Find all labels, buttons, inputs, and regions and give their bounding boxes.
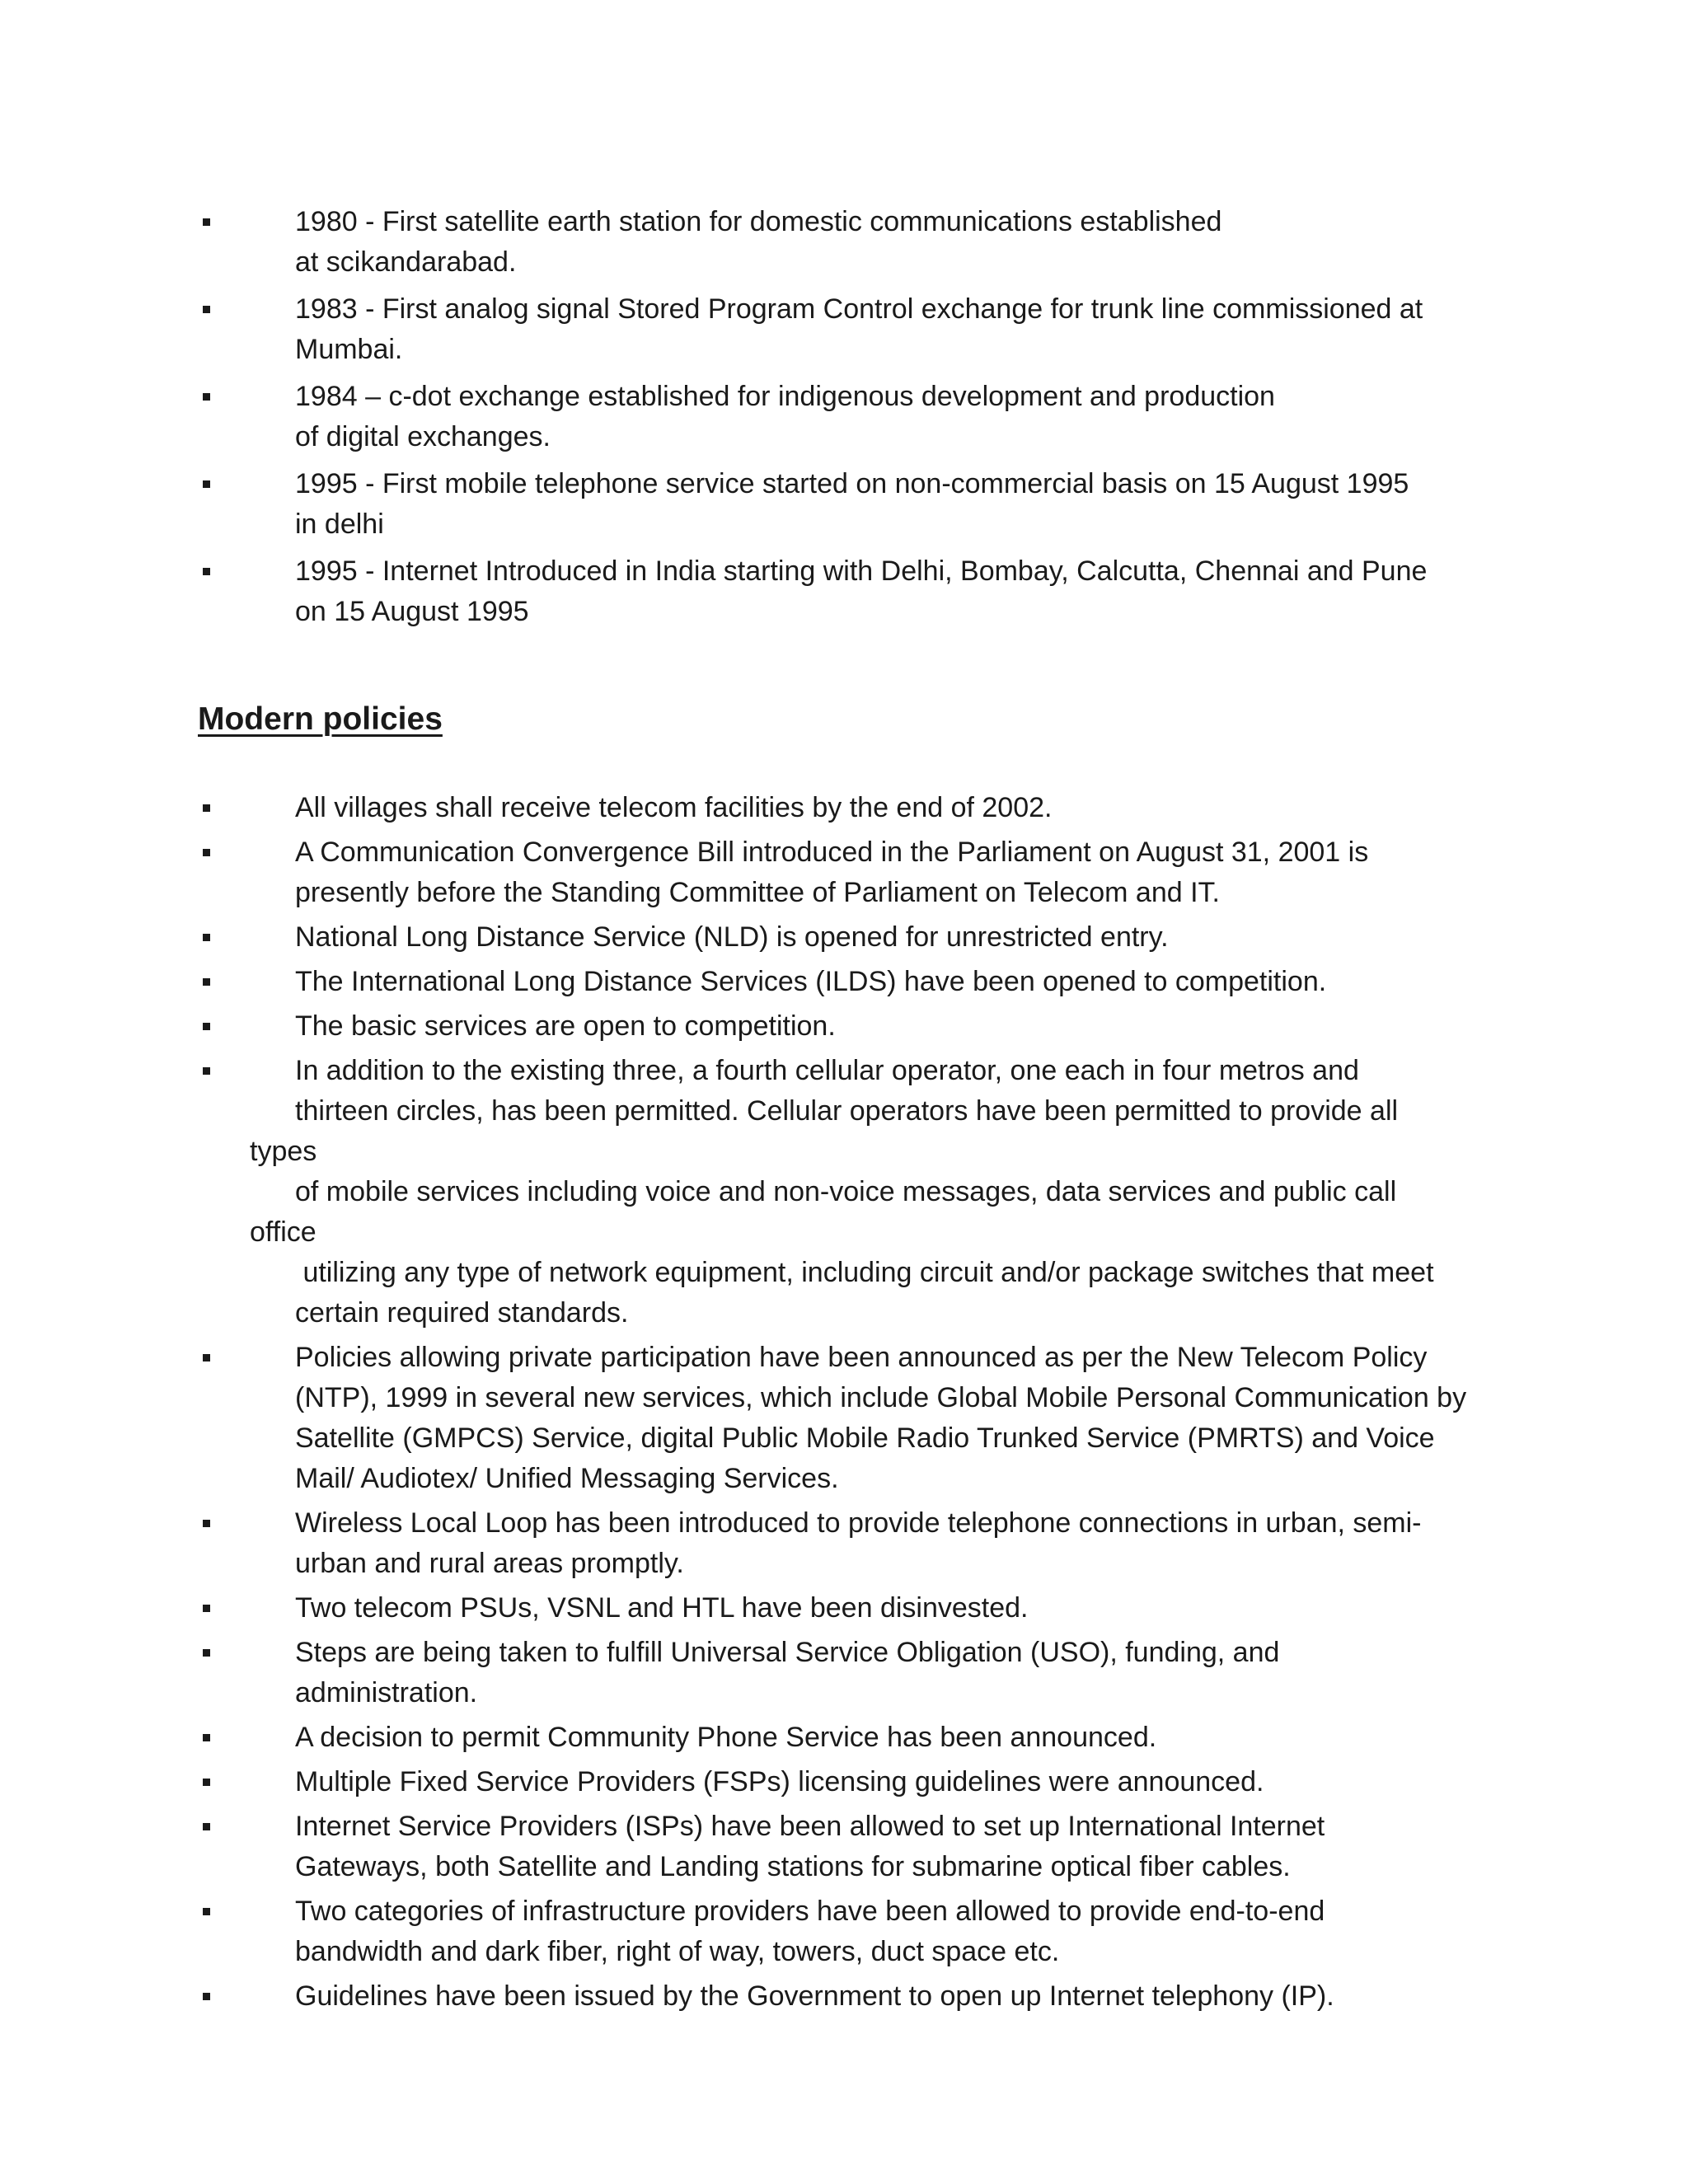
list-item-text [250,202,1470,283]
text-line: Two categories of infrastructure providers have been allowed to provide end-to-end [295,1896,1325,1927]
section-heading-modern-policies: Modern policies [198,701,443,737]
list-item [0,1633,1470,1713]
list-item-text [250,917,1470,958]
text-line: certain required standards. [295,1297,629,1329]
list-item [0,551,1470,632]
policies-list [0,788,1688,2021]
text-line: A decision to permit Community Phone Service has been announced. [295,1722,1157,1753]
text-line: The International Long Distance Services (ILDS) have been opened to competition. [295,966,1327,997]
list-item-text [250,1051,1470,1333]
list-item-text [250,1006,1470,1047]
list-item [0,1807,1470,1887]
list-item [0,464,1470,545]
square-bullet-icon [203,1993,210,2000]
list-item [0,832,1470,913]
text-line: at scikandarabad. [295,246,517,278]
square-bullet-icon [203,978,210,986]
square-bullet-icon [203,849,210,856]
list-item-text [250,551,1470,632]
square-bullet-icon [203,1779,210,1786]
text-line: Mail/ Audiotex/ Unified Messaging Services. [295,1463,839,1494]
list-item-text [250,962,1470,1002]
list-item-text [250,1633,1470,1713]
list-item [0,289,1470,370]
list-item-text [250,1588,1470,1629]
list-item-text [250,1718,1470,1758]
square-bullet-icon [203,218,210,226]
list-item [0,917,1470,958]
square-bullet-icon [203,480,210,488]
text-line: Gateways, both Satellite and Landing stations for submarine optical fiber cables. [295,1851,1291,1882]
text-line: of digital exchanges. [295,421,551,452]
square-bullet-icon [203,1520,210,1527]
text-line: Satellite (GMPCS) Service, digital Public Mobile Radio Trunked Service (PMRTS) and Voice [295,1422,1435,1454]
list-item [0,1051,1470,1333]
square-bullet-icon [203,1023,210,1030]
text-line: A Communication Convergence Bill introduced in the Parliament on August 31, 2001 is [295,837,1369,868]
text-line: All villages shall receive telecom facilities by the end of 2002. [295,792,1053,823]
list-item-text [250,289,1470,370]
list-item [0,1338,1470,1499]
list-item [0,1976,1470,2017]
text-line: Multiple Fixed Service Providers (FSPs) licensing guidelines were announced. [295,1766,1264,1797]
text-line: The basic services are open to competition. [295,1010,836,1042]
text-line: 1984 – c-dot exchange established for indigenous development and production [295,381,1275,412]
square-bullet-icon [203,1734,210,1741]
list-item-text [250,377,1470,457]
text-line: thirteen circles, has been permitted. Cellular operators have been permitted to provide all types [250,1095,1399,1167]
square-bullet-icon [203,306,210,313]
text-line: In addition to the existing three, a fourth cellular operator, one each in four metros and [295,1055,1359,1086]
text-line: National Long Distance Service (NLD) is opened for unrestricted entry. [295,921,1169,953]
list-item-text [250,1503,1470,1584]
list-item [0,202,1470,283]
text-line: urban and rural areas promptly. [295,1548,684,1579]
square-bullet-icon [203,1823,210,1830]
square-bullet-icon [203,1354,210,1361]
text-line: Mumbai. [295,334,403,365]
text-line: Internet Service Providers (ISPs) have been allowed to set up International Internet [295,1811,1325,1842]
text-line: Two telecom PSUs, VSNL and HTL have been disinvested. [295,1592,1029,1624]
text-line: Wireless Local Loop has been introduced to provide telephone connections in urban, semi- [295,1507,1422,1539]
square-bullet-icon [203,934,210,941]
list-item [0,962,1470,1002]
square-bullet-icon [203,568,210,575]
text-line: 1983 - First analog signal Stored Program Control exchange for trunk line commissioned at [295,293,1423,325]
list-item-text [250,1338,1470,1499]
text-line: administration. [295,1677,478,1708]
square-bullet-icon [203,1605,210,1612]
list-item [0,1006,1470,1047]
list-item-text [250,788,1470,828]
list-item-text [250,1807,1470,1887]
list-item [0,788,1470,828]
text-line: of mobile services including voice and non-voice messages, data services and public call office [250,1176,1397,1248]
text-line: 1995 - First mobile telephone service started on non-commercial basis on 15 August 1995 [295,468,1409,499]
text-line: Policies allowing private participation have been announced as per the New Telecom Policy [295,1342,1428,1373]
list-item [0,377,1470,457]
list-item-text [250,832,1470,913]
text-line: (NTP), 1999 in several new services, which include Global Mobile Personal Communication by [295,1382,1467,1413]
list-item [0,1588,1470,1629]
list-item [0,1891,1470,1972]
text-line: utilizing any type of network equipment, including circuit and/or package switches that meet [295,1257,1434,1288]
list-item-text [250,1762,1470,1802]
text-line: on 15 August 1995 [295,596,529,627]
list-item [0,1503,1470,1584]
text-line: presently before the Standing Committee of Parliament on Telecom and IT. [295,877,1220,908]
list-item-text [250,464,1470,545]
text-line: 1995 - Internet Introduced in India starting with Delhi, Bombay, Calcutta, Chennai and Pune [295,555,1428,587]
text-line: Guidelines have been issued by the Government to open up Internet telephony (IP). [295,1980,1334,2012]
square-bullet-icon [203,1067,210,1075]
list-item-text [250,1976,1470,2017]
list-item [0,1762,1470,1802]
square-bullet-icon [203,1649,210,1657]
text-line: Steps are being taken to fulfill Universal Service Obligation (USO), funding, and [295,1637,1280,1668]
square-bullet-icon [203,804,210,812]
square-bullet-icon [203,1908,210,1915]
text-line: 1980 - First satellite earth station for domestic communications established [295,206,1222,237]
list-item-text [250,1891,1470,1972]
square-bullet-icon [203,393,210,401]
list-item [0,1718,1470,1758]
text-line: in delhi [295,509,384,540]
text-line: bandwidth and dark fiber, right of way, towers, duct space etc. [295,1936,1060,1967]
history-list [0,202,1688,639]
